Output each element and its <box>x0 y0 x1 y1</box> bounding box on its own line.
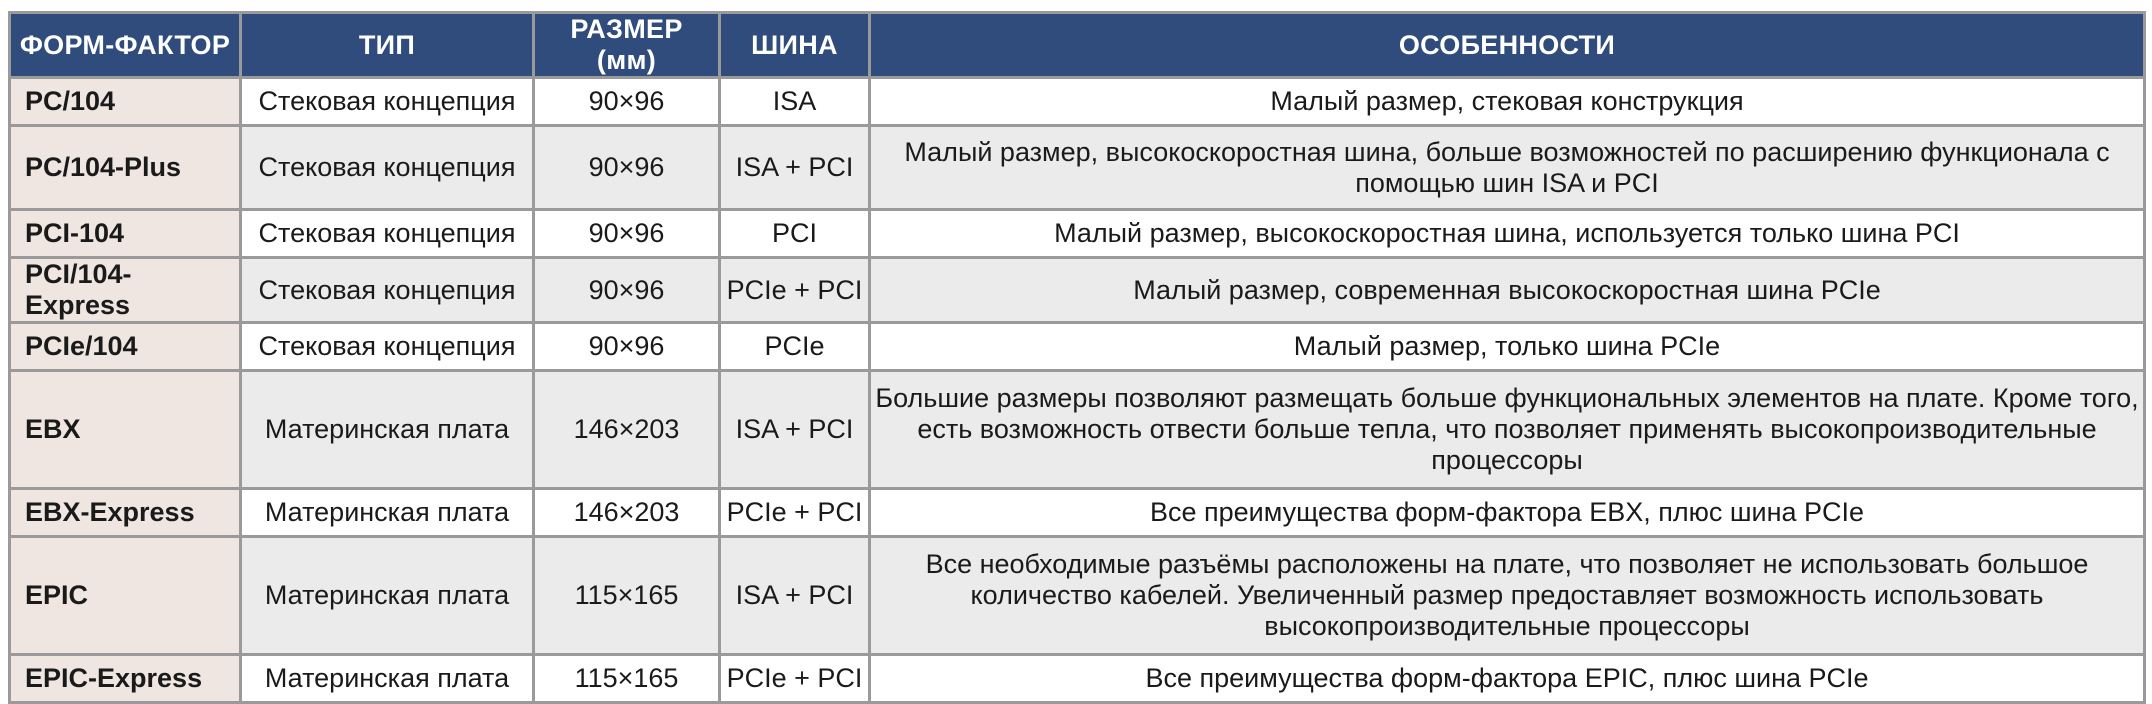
cell-size: 146×203 <box>534 371 720 489</box>
cell-features: Малый размер, высокоскоростная шина, используется только шина PCI <box>870 210 2145 258</box>
form-factor-table <box>8 11 2146 704</box>
table-row <box>10 323 2145 371</box>
form-factor-table-container <box>8 11 2143 704</box>
table-row <box>10 537 2145 655</box>
cell-size: 115×165 <box>534 537 720 655</box>
cell-form-factor: PCIe/104 <box>10 323 241 371</box>
cell-bus: PCIe + PCI <box>720 655 870 703</box>
cell-features: Все необходимые разъёмы расположены на плате, что позволяет не использовать большое количество кабелей. Увеличенный размер предоставляет возможность использовать высокопроизводительные процессоры <box>870 537 2145 655</box>
cell-type: Материнская плата <box>241 537 534 655</box>
header-form-factor: ФОРМ-ФАКТОР <box>10 13 241 78</box>
cell-type: Материнская плата <box>241 655 534 703</box>
header-features: ОСОБЕННОСТИ <box>870 13 2145 78</box>
header-bus: ШИНА <box>720 13 870 78</box>
cell-bus: PCIe + PCI <box>720 489 870 537</box>
cell-size: 146×203 <box>534 489 720 537</box>
cell-size: 90×96 <box>534 258 720 323</box>
table-row <box>10 210 2145 258</box>
cell-features: Малый размер, современная высокоскоростная шина PCIe <box>870 258 2145 323</box>
cell-features: Малый размер, высокоскоростная шина, больше возможностей по расширению функционала с помощью шин ISA и PCI <box>870 126 2145 210</box>
cell-form-factor: EBX-Express <box>10 489 241 537</box>
cell-form-factor: EPIC <box>10 537 241 655</box>
table-row <box>10 371 2145 489</box>
cell-type: Материнская плата <box>241 489 534 537</box>
cell-features: Все преимущества форм-фактора EPIC, плюс шина PCIe <box>870 655 2145 703</box>
cell-type: Стековая концепция <box>241 126 534 210</box>
cell-size: 90×96 <box>534 78 720 126</box>
cell-size: 90×96 <box>534 323 720 371</box>
cell-type: Стековая концепция <box>241 210 534 258</box>
header-type: ТИП <box>241 13 534 78</box>
cell-bus: ISA + PCI <box>720 537 870 655</box>
cell-bus: PCIe <box>720 323 870 371</box>
cell-features: Малый размер, стековая конструкция <box>870 78 2145 126</box>
cell-form-factor: EPIC-Express <box>10 655 241 703</box>
cell-form-factor: PC/104-Plus <box>10 126 241 210</box>
cell-features: Все преимущества форм-фактора EBX, плюс шина PCIe <box>870 489 2145 537</box>
table-row <box>10 655 2145 703</box>
cell-form-factor: PCI-104 <box>10 210 241 258</box>
cell-bus: ISA <box>720 78 870 126</box>
cell-form-factor: PC/104 <box>10 78 241 126</box>
cell-features: Малый размер, только шина PCIe <box>870 323 2145 371</box>
cell-size: 115×165 <box>534 655 720 703</box>
table-row <box>10 489 2145 537</box>
cell-bus: PCIe + PCI <box>720 258 870 323</box>
cell-bus: ISA + PCI <box>720 126 870 210</box>
cell-size: 90×96 <box>534 210 720 258</box>
table-row <box>10 78 2145 126</box>
cell-type: Стековая концепция <box>241 78 534 126</box>
cell-size: 90×96 <box>534 126 720 210</box>
table-header-row <box>10 13 2145 78</box>
table-row <box>10 258 2145 323</box>
table-row <box>10 126 2145 210</box>
cell-bus: PCI <box>720 210 870 258</box>
cell-features: Большие размеры позволяют размещать больше функциональных элементов на плате. Кроме того, есть возможность отвести больше тепла, что позволяет применять высокопроизводительные процессоры <box>870 371 2145 489</box>
cell-form-factor: EBX <box>10 371 241 489</box>
cell-type: Стековая концепция <box>241 323 534 371</box>
cell-bus: ISA + PCI <box>720 371 870 489</box>
cell-form-factor: PCI/104-Express <box>10 258 241 323</box>
cell-type: Материнская плата <box>241 371 534 489</box>
cell-type: Стековая концепция <box>241 258 534 323</box>
header-size: РАЗМЕР (мм) <box>534 13 720 78</box>
